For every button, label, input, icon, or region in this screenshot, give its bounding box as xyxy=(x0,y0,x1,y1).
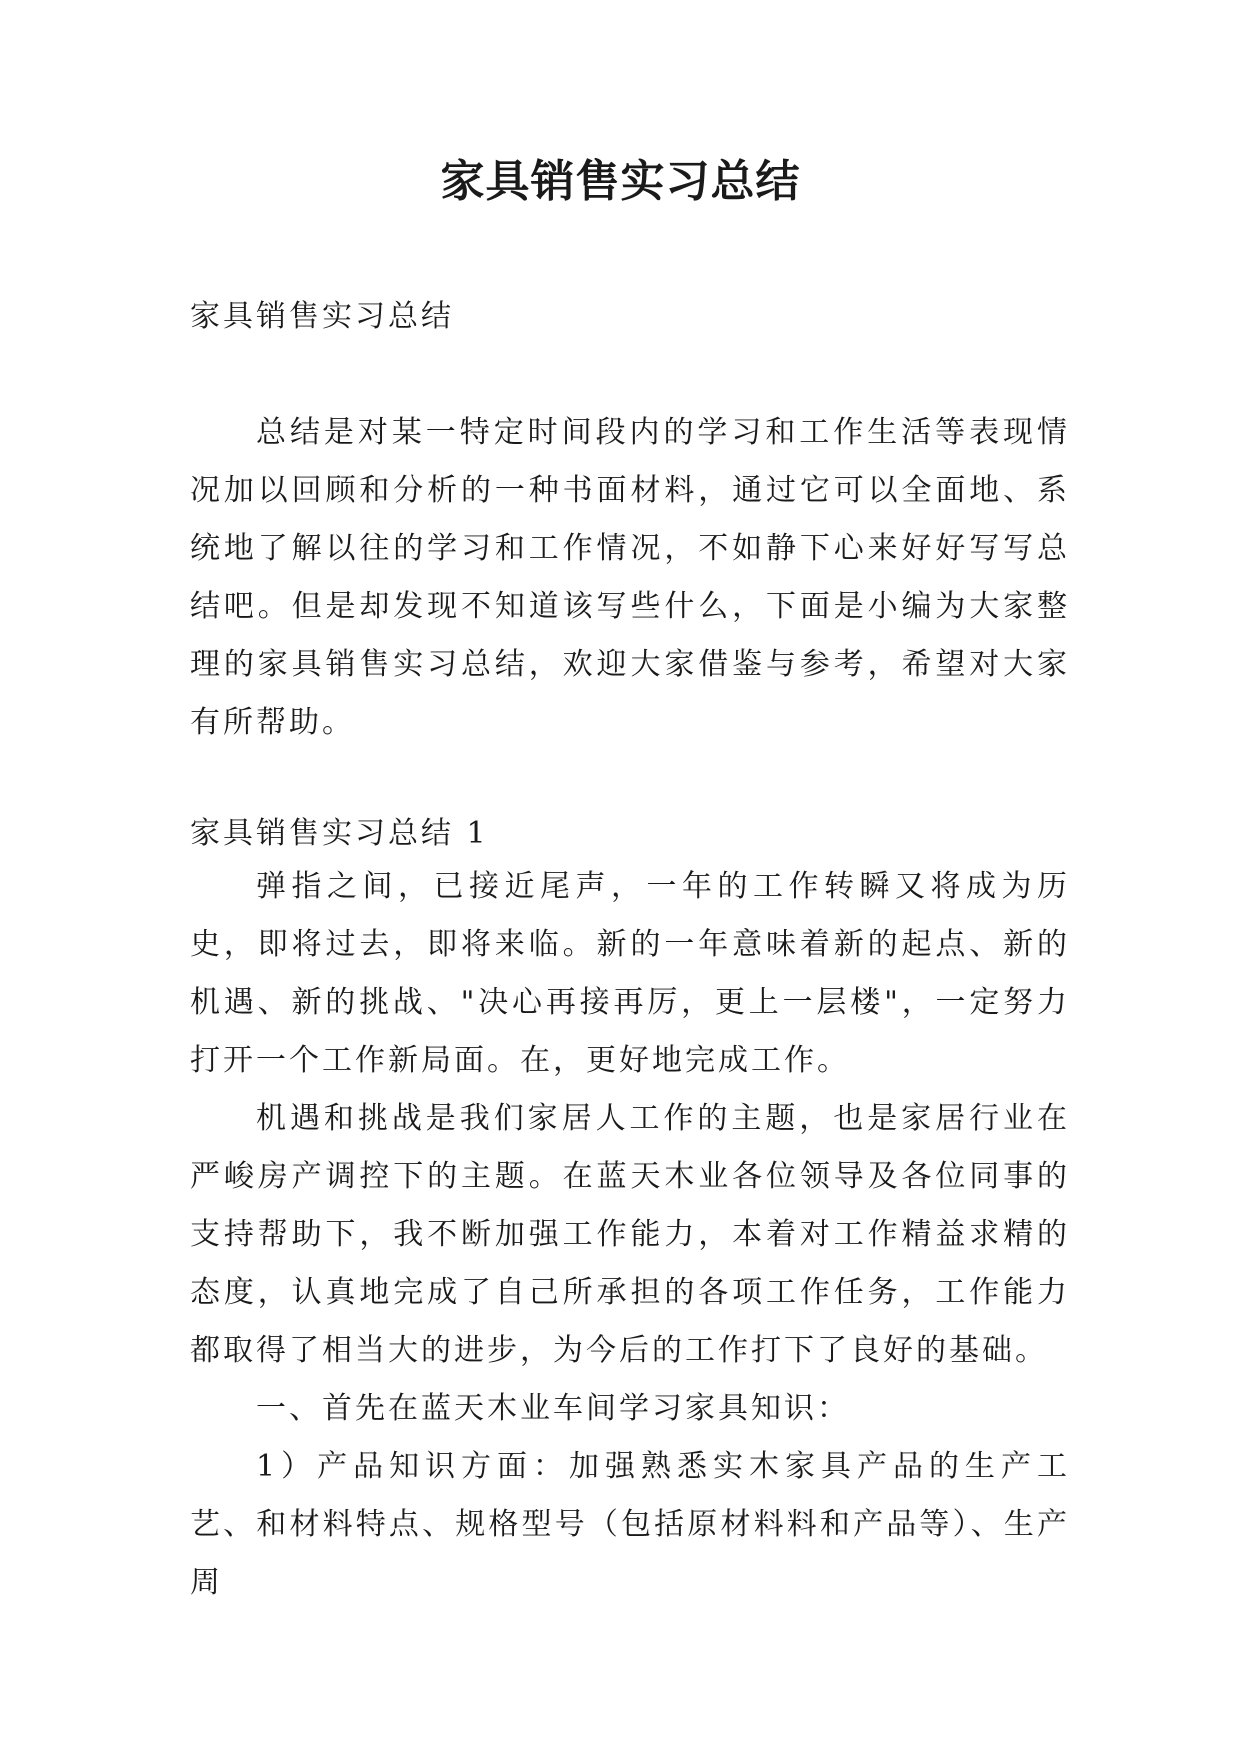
section-paragraph: 1）产品知识方面：加强熟悉实木家具产品的生产工艺、和材料特点、规格型号（包括原材料料和产品等）、生产周 xyxy=(190,1449,1070,1600)
document-title: 家具销售实习总结 xyxy=(440,156,801,207)
section-heading: 家具销售实习总结 1 xyxy=(190,816,489,851)
section-body xyxy=(190,858,1070,1612)
section-paragraph: 弹指之间，已接近尾声，一年的工作转瞬又将成为历史，即将过去，即将来临。新的一年意味着新的起点、新的机遇、新的挑战、"决心再接再厉，更上一层楼"，一定努力打开一个工作新局面。在，更好地完成工作。 xyxy=(190,869,1070,1078)
intro-paragraph: 总结是对某一特定时间段内的学习和工作生活等表现情况加以回顾和分析的一种书面材料，通过它可以全面地、系统地了解以往的学习和工作情况，不如静下心来好好写写总结吧。但是却发现不知道该写些什么，下面是小编为大家整理的家具销售实习总结，欢迎大家借鉴与参考，希望对大家有所帮助。 xyxy=(190,415,1070,740)
section-paragraph: 一、首先在蓝天木业车间学习家具知识： xyxy=(256,1391,850,1426)
document-subtitle: 家具销售实习总结 xyxy=(190,299,454,334)
section-paragraph: 机遇和挑战是我们家居人工作的主题，也是家居行业在严峻房产调控下的主题。在蓝天木业各位领导及各位同事的支持帮助下，我不断加强工作能力，本着对工作精益求精的态度，认真地完成了自己所承担的各项工作任务，工作能力都取得了相当大的进步，为今后的工作打下了良好的基础。 xyxy=(190,1101,1070,1368)
